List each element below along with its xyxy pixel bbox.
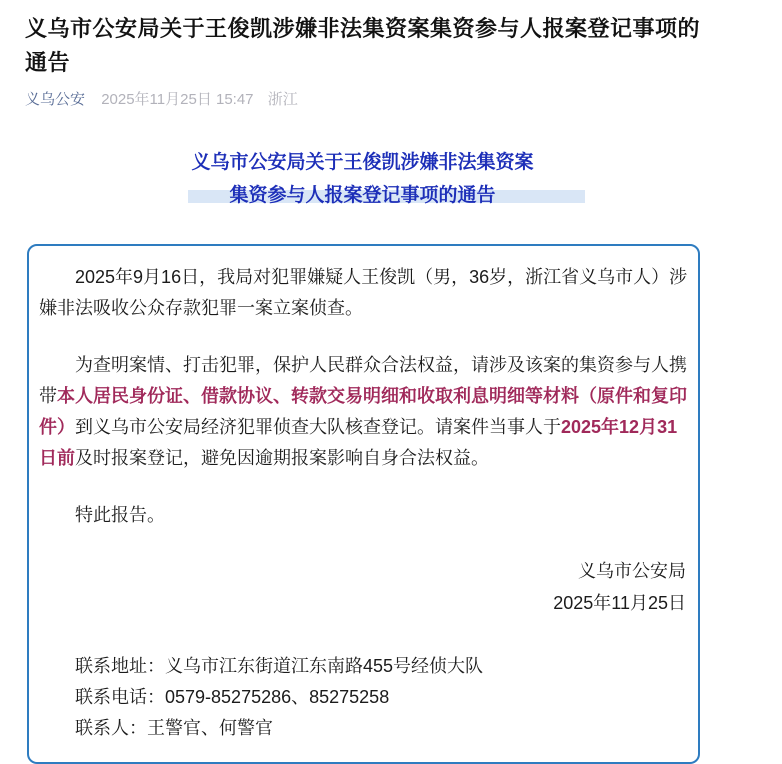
article-title: 义乌市公安局关于王俊凯涉嫌非法集资案集资参与人报案登记事项的通告: [25, 16, 701, 75]
byline-datetime: 2025年11月25日 15:47: [101, 91, 254, 108]
notice-heading-line2: 集资参与人报案登记事项的通告: [229, 185, 496, 206]
notice-heading: [25, 146, 700, 212]
byline-account-link[interactable]: 义乌公安: [25, 91, 86, 108]
closing-statement: 特此报告。: [75, 505, 165, 525]
contact-address: 联系地址：义乌市江东街道江东南路455号经侦大队: [75, 656, 484, 676]
contact-phone: 联系电话：0579-85275286、85275258: [75, 687, 390, 707]
p2-highlight-deadline: 2025年12月31日前: [39, 417, 678, 468]
paragraph-case-filing: 2025年9月16日，我局对犯罪嫌疑人王俊凯（男，36岁，浙江省义乌市人）涉嫌非法吸收公众存款犯罪一案立案侦查。: [39, 267, 688, 318]
notice-box: [27, 244, 700, 764]
contact-block: [39, 651, 688, 744]
p2-text-lead: 为查明案情、打击犯罪，保护人民群众合法权益，请涉及该案的集资参与人携带: [39, 355, 687, 406]
p2-text-middle: 到义乌市公安局经济犯罪侦查大队核查登记。请案件当事人于: [75, 417, 561, 437]
contact-person: 联系人：王警官、何警官: [75, 718, 273, 738]
p2-text-tail: 及时报案登记，避免因逾期报案影响自身合法权益。: [75, 448, 489, 468]
byline-location: 浙江: [267, 91, 298, 108]
p2-highlight-materials: 本人居民身份证、借款协议、转款交易明细和收取利息明细等材料（原件和复印件）: [39, 386, 687, 437]
signature-org: 义乌市公安局: [578, 561, 686, 581]
signature-block: [39, 555, 688, 619]
byline: [25, 90, 700, 110]
notice-heading-line1: 义乌市公安局关于王俊凯涉嫌非法集资案: [191, 152, 534, 173]
signature-date: 2025年11月25日: [553, 593, 686, 613]
paragraph-registration: [39, 350, 688, 474]
